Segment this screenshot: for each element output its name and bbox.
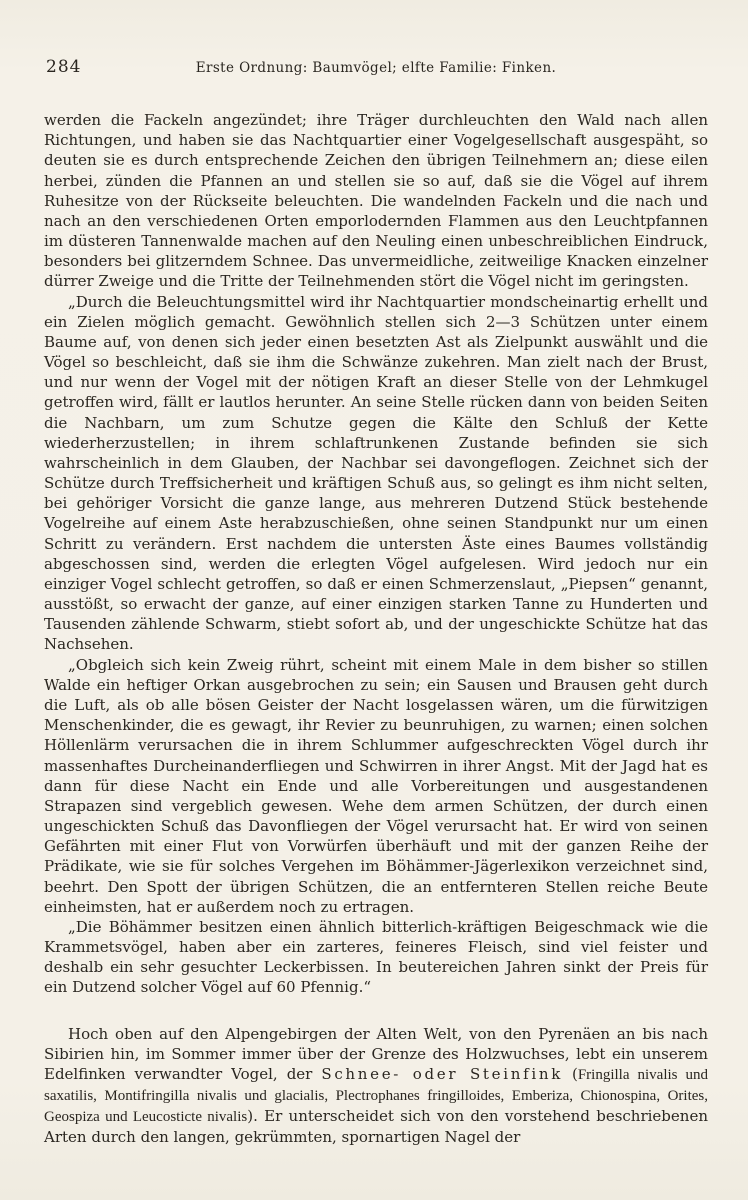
text-segment: „Obgleich sich kein Zweig rührt, scheint mit einem Male in dem bisher so stillen Walde ein heftiger Orkan ausgebrochen zu sein; ein Sausen und Brausen geht durch die Luft, als ob alle bösen Geister der Nacht losgelassen wären, um die fürwitzigen Menschenkinder, die es gewagt, ihr Revier zu beunruhigen, zu warnen; einen solchen Höllenlärm verursachen die in ihrem Schlummer aufgeschreckten Vögel durch ihr massenhaftes Durcheinanderfliegen und Schwirren in ihrer Angst. Mit der Jagd hat es dann für diese Nacht ein Ende und alle Vorbereitungen und ausgestandenen Strapazen sind vergeblich gewesen. Wehe dem armen Schützen, der durch einen ungeschickten Schuß das Davonfliegen der Vögel verursacht hat. Er wird von seinen Gefährten mit einer Flut von Vorwürfen überhäuft und mit der ganzen Reihe der Prädikate, wie sie für solches Vergehen im Böhämmer-Jägerlexikon verzeichnet sind, beehrt. Den Spott der übrigen Schützen, die an entfernteren Stellen reiche Beute einheimsten, hat er außerdem noch zu ertragen.	[44, 655, 708, 916]
text-segment: (	[562, 1064, 578, 1083]
body-text	[44, 110, 708, 1148]
text-segment: Schnee- oder Steinfink	[321, 1064, 563, 1083]
running-title: Erste Ordnung: Baumvögel; elfte Familie: Finken.	[195, 60, 557, 76]
page-header	[44, 56, 708, 82]
paragraph	[44, 655, 708, 917]
text-segment: „Durch die Beleuchtungsmittel wird ihr Nachtquartier mondscheinartig erhellt und ein Zielen möglich gemacht. Gewöhnlich stellen sich 2—3 Schützen unter einem Baume auf, von denen sich jeder einen besetzten Ast als Zielpunkt auswählt und die Vögel so beschleicht, daß sie ihm die Schwänze zukehren. Man zielt nach der Brust, und nur wenn der Vogel mit der nötigen Kraft an dieser Stelle von der Lehmkugel getroffen wird, fällt er lautlos herunter. An seine Stelle rücken dann von beiden Seiten die Nachbarn, um zum Schutze gegen die Kälte den Schluß der Kette wiederherzustellen; in ihrem schlaftrunkenen Zustande befinden sie sich wahrscheinlich in dem Glauben, der Nachbar sei davongeflogen. Zeichnet sich der Schütze durch Treffsicherheit und kräftigen Schuß aus, so gelingt es ihm nicht selten, bei gehöriger Vorsicht die ganze lange, aus mehreren Dutzend Stück bestehende Vogelreihe auf einem Aste herabzuschießen, ohne seinen Standpunkt nur um einen Schritt zu verändern. Erst nachdem die untersten Äste eines Baumes vollständig abgeschossen sind, werden die erlegten Vögel aufgelesen. Wird jedoch nur ein einziger Vogel schlecht getroffen, so daß er einen Schmerzenslaut, „Piepsen“ genannt, ausstößt, so erwacht der ganze, auf einer einzigen starken Tanne zu Hunderten und Tausenden zählende Schwarm, stiebt sofort ab, und der ungeschickte Schütze hat das Nachsehen.	[44, 292, 708, 654]
text-segment: Hoch oben auf den Alpengebirgen der Alten Welt, von den Pyrenäen an bis nach Sibirien hin, im Sommer immer über der Grenze des Holzwuchses, lebt ein unserem Edelfinken verwandter Vogel, der	[44, 1024, 708, 1083]
latin-species-names: Fringilla nivalis und saxatilis, Montifringilla nivalis und glacialis, Plectrophanes fringilloides, Emberiza, Chionospina, Orites, Geospiza und Leucosticte nivalis	[44, 1066, 708, 1126]
paragraph	[44, 292, 708, 655]
text-segment: werden die Fackeln angezündet; ihre Träger durchleuchten den Wald nach allen Richtungen, und haben sie das Nachtquartier einer Vogelgesellschaft ausgespäht, so deuten sie es durch entsprechende Zeichen den übrigen Teilnehmern an; diese eilen herbei, zünden die Pfannen an und stellen sie so auf, daß sie die Vögel auf ihrem Ruhesitze von der Rückseite beleuchten. Die wandelnden Fackeln und die nach und nach an den verschiedenen Orten emporlodernden Flammen aus den Leuchtpfannen im düsteren Tannenwalde machen auf den Neuling einen unbeschreiblichen Eindruck, besonders bei glitzerndem Schnee. Das unvermeidliche, zeitweilige Knacken einzelner dürrer Zweige und die Tritte der Teilnehmenden stört die Vögel nicht im geringsten.	[44, 111, 708, 291]
paragraph	[44, 110, 708, 292]
text-segment: „Die Böhämmer besitzen einen ähnlich bitterlich-kräftigen Beigeschmack wie die Krammetsvögel, haben aber ein zarteres, feineres Fleisch, sind viel feister und deshalb ein sehr gesuchter Leckerbissen. In beutereichen Jahren sinkt der Preis für ein Dutzend solcher Vögel auf 60 Pfennig.“	[44, 917, 708, 997]
text-segment: ). Er unterscheidet sich von den vorstehend beschriebenen Arten durch den langen, gekrümmten, spornartigen Nagel der	[44, 1107, 708, 1147]
page-number: 284	[46, 57, 82, 77]
paragraph	[44, 917, 708, 998]
paragraph	[44, 1024, 708, 1148]
